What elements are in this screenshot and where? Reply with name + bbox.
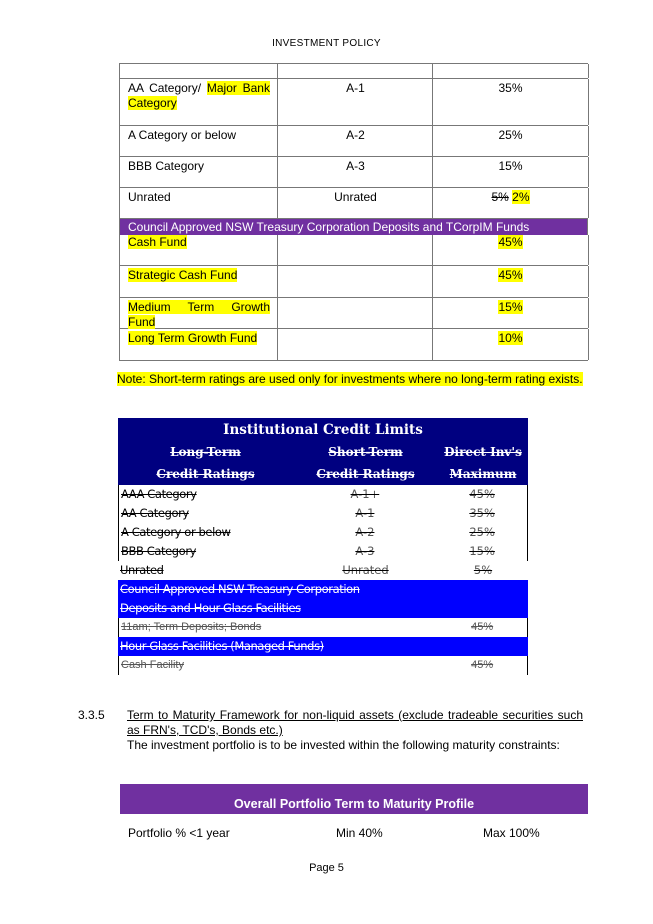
icl-max: 5% bbox=[473, 563, 493, 577]
icl-category: AAA Category bbox=[118, 485, 293, 504]
table-row bbox=[118, 618, 528, 637]
table-row bbox=[119, 188, 588, 219]
fund-name: Long Term Growth Fund bbox=[128, 331, 258, 345]
fund-max: 45% bbox=[498, 235, 523, 249]
fund-max: 45% bbox=[498, 268, 523, 282]
page-header-title: INVESTMENT POLICY bbox=[272, 38, 381, 49]
icl-hourglass-heading: Hour Glass Facilities (Managed Funds) bbox=[118, 637, 528, 656]
col-header-short-term-sub: Credit Ratings bbox=[316, 467, 415, 481]
icl-tcorp-name: 11am; Term Deposits; Bonds bbox=[118, 618, 437, 637]
section-text: The investment portfolio is to be invested within the following maturity constraints: bbox=[127, 738, 560, 752]
institutional-credit-limits-table bbox=[118, 418, 528, 675]
table-row bbox=[118, 542, 528, 561]
maturity-row-label: Portfolio % <1 year bbox=[128, 826, 230, 840]
icl-category: AA Category bbox=[118, 504, 293, 523]
table-row bbox=[119, 157, 588, 188]
fund-name: Strategic Cash Fund bbox=[128, 268, 238, 282]
icl-tcorp-max: 45% bbox=[437, 618, 528, 637]
icl-max: 35% bbox=[437, 504, 528, 523]
category-cell: Unrated bbox=[128, 190, 171, 204]
section-body bbox=[127, 708, 583, 753]
icl-header bbox=[118, 418, 528, 485]
fund-name: Medium Term Growth Fund bbox=[128, 300, 270, 329]
table-row bbox=[119, 298, 588, 329]
icl-cash-max: 45% bbox=[437, 656, 528, 675]
section-heading: Term to Maturity Framework for non-liquid assets (exclude tradeable securities such as FRN's, TCD's, Bonds etc.) bbox=[127, 708, 583, 737]
col-header-long-term-sub: Credit Ratings bbox=[156, 467, 255, 481]
icl-header-row bbox=[118, 441, 528, 463]
icl-header-row bbox=[118, 463, 528, 485]
max-cell: 35% bbox=[498, 81, 523, 95]
max-cell: 25% bbox=[498, 128, 523, 142]
table-row bbox=[119, 235, 588, 266]
table-row bbox=[119, 266, 588, 298]
table-row bbox=[119, 126, 588, 157]
icl-title: Institutional Credit Limits bbox=[223, 422, 423, 438]
page-number: Page 5 bbox=[309, 862, 344, 874]
icl-tcorp-heading-2: Deposits and Hour Glass Facilities bbox=[118, 599, 528, 618]
short-term-cell: A-1 bbox=[346, 81, 365, 95]
icl-cash-name: Cash Facility bbox=[118, 656, 437, 675]
maturity-profile-heading: Overall Portfolio Term to Maturity Profile bbox=[120, 784, 588, 814]
icl-category: BBB Category bbox=[118, 542, 293, 561]
category-cell: AA Category/ bbox=[128, 81, 207, 95]
category-highlight: Major Bank Category bbox=[128, 81, 270, 110]
short-term-cell: Unrated bbox=[334, 190, 377, 204]
table-row bbox=[118, 656, 528, 675]
category-cell: BBB Category bbox=[128, 159, 205, 173]
table-row bbox=[119, 63, 588, 79]
icl-max: 25% bbox=[437, 523, 528, 542]
category-cell: A Category or below bbox=[128, 128, 237, 142]
icl-max: 45% bbox=[437, 485, 528, 504]
fund-max: 10% bbox=[498, 331, 523, 345]
short-term-cell: A-3 bbox=[346, 159, 365, 173]
credit-limits-table bbox=[119, 63, 588, 361]
icl-short-term: A-1 bbox=[355, 506, 375, 520]
fund-max: 15% bbox=[498, 300, 523, 314]
col-header-short-term: Short-Term bbox=[328, 445, 403, 459]
table-row bbox=[119, 329, 588, 361]
short-term-cell: A-2 bbox=[346, 128, 365, 142]
section-number: 3.3.5 bbox=[78, 708, 105, 722]
tcorp-heading: Council Approved NSW Treasury Corporation Deposits and TCorpIM Funds bbox=[119, 219, 588, 235]
icl-tcorp-heading-1: Council Approved NSW Treasury Corporation bbox=[118, 580, 528, 599]
icl-category: A Category or below bbox=[118, 523, 293, 542]
icl-short-term: A-2 bbox=[355, 525, 375, 539]
maturity-row-min: Min 40% bbox=[336, 826, 383, 840]
table-row bbox=[119, 79, 588, 126]
max-new-value: 2% bbox=[512, 190, 530, 204]
note-text: Note: Short-term ratings are used only for investments where no long-term rating exists. bbox=[117, 372, 583, 386]
max-old-value: 5% bbox=[491, 190, 509, 204]
table-row bbox=[118, 485, 528, 504]
icl-max: 15% bbox=[437, 542, 528, 561]
icl-category: Unrated bbox=[120, 563, 164, 577]
fund-name: Cash Fund bbox=[128, 235, 187, 249]
col-header-direct-sub: Maximum bbox=[449, 467, 517, 481]
icl-short-term: A-1+ bbox=[350, 487, 380, 501]
max-cell: 15% bbox=[498, 159, 523, 173]
short-term-note bbox=[117, 372, 583, 387]
table-row bbox=[118, 561, 528, 580]
maturity-row-max: Max 100% bbox=[483, 826, 540, 840]
col-header-direct: Direct Inv's bbox=[444, 445, 522, 459]
table-row bbox=[118, 523, 528, 542]
table-row bbox=[118, 504, 528, 523]
icl-short-term: Unrated bbox=[342, 563, 389, 577]
icl-short-term: A-3 bbox=[355, 544, 375, 558]
col-header-long-term: Long-Term bbox=[170, 445, 241, 459]
